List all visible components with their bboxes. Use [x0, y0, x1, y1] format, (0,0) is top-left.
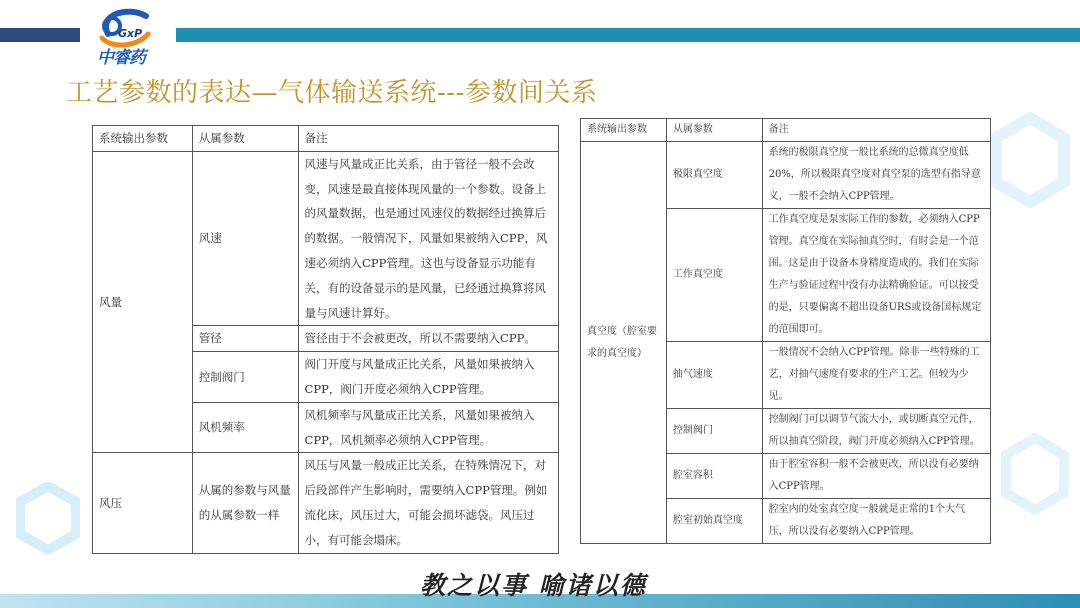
header-sub-param: 从属参数: [192, 126, 298, 152]
note-cell: 阀门开度与风量成正比关系，风量如果被纳入CPP，阀门开度必须纳入CPP管理。: [298, 352, 558, 403]
sub-param-cell: 腔室初始真空度: [666, 499, 762, 544]
sub-param-cell: 从属的参数与风量的从属参数一样: [192, 453, 298, 553]
sub-param-cell: 极限真空度: [666, 142, 762, 209]
header-note: 备注: [762, 119, 990, 142]
table-header-row: [93, 126, 559, 152]
sub-param-cell: 腔室容积: [666, 454, 762, 499]
air-volume-parameter-table: [92, 125, 559, 554]
table-row: [93, 453, 559, 553]
header-output-param: 系统输出参数: [581, 119, 667, 142]
note-cell: 系统的极限真空度一般比系统的总微真空度低20%，所以极限真空度对真空泵的选型有指导意义，一般不会纳入CPP管理。: [762, 142, 990, 209]
note-cell: 风压与风量一般成正比关系，在特殊情况下，对后段部件产生影响时，需要纳入CPP管理。例如流化床，风压过大，可能会损坏滤袋。风压过小，有可能会塌床。: [298, 453, 558, 553]
table-row: [581, 142, 991, 209]
note-cell: 风机频率与风量成正比关系，风量如果被纳入CPP，风机频率必须纳入CPP管理。: [298, 402, 558, 453]
vacuum-parameter-table: [580, 118, 991, 544]
sub-param-cell: 控制阀门: [192, 352, 298, 403]
output-param-cell: 风量: [93, 151, 193, 453]
output-param-cell: 风压: [93, 453, 193, 553]
note-cell: 由于腔室容积一般不会被更改，所以没有必要纳入CPP管理。: [762, 454, 990, 499]
footer-slogan: 教之以事 喻诸以德: [420, 571, 647, 600]
header-output-param: 系统输出参数: [93, 126, 193, 152]
page-title: 工艺参数的表达—气体输送系统---参数间关系: [66, 78, 598, 108]
hexagon-decoration-right: [990, 112, 1070, 208]
table-header-row: [581, 119, 991, 142]
header-bar-right: [176, 28, 1080, 42]
sub-param-cell: 抽气速度: [666, 342, 762, 409]
note-cell: 一般情况不会纳入CPP管理。除非一些特殊的工艺，对抽气速度有要求的生产工艺。但较为少见。: [762, 342, 990, 409]
header-sub-param: 从属参数: [666, 119, 762, 142]
sub-param-cell: 风机频率: [192, 402, 298, 453]
header-note: 备注: [298, 126, 558, 152]
note-cell: 腔室内的处室真空度一般就是正常的1个大气压，所以没有必要纳入CPP管理。: [762, 499, 990, 544]
note-cell: 控制阀门可以调节气流大小，或切断真空元件，所以抽真空阶段，阀门开度必须纳入CPP管理。: [762, 409, 990, 454]
header-bar-left: [0, 28, 80, 42]
logo-chinese-text: 中睿药: [97, 48, 145, 68]
note-cell: 管径由于不会被更改，所以不需要纳入CPP。: [298, 326, 558, 352]
note-cell: 工作真空度是泵实际工作的参数，必须纳入CPP管理。真空度在实际抽真空时，有时会是一个范围。这是由于设备本身精度造成的。我们在实际生产与验证过程中没有办法精确验证。可以接受的是，只要偏离不超出设备URS或设备国标规定的范围即可。: [762, 209, 990, 342]
sub-param-cell: 管径: [192, 326, 298, 352]
logo-gxp-text: GxP: [118, 27, 143, 40]
sub-param-cell: 风速: [192, 151, 298, 326]
note-cell: 风速与风量成正比关系，由于管径一般不会改变，风速是最直接体现风量的一个参数。设备上的风量数据，也是通过风速仪的数据经过换算后的数据。一般情况下，风量如果被纳入CPP，风速必须纳入CPP管理。这也与设备显示功能有关，有的设备显示的是风量，已经通过换算将风量与风速计算好。: [298, 151, 558, 326]
sub-param-cell: 控制阀门: [666, 409, 762, 454]
sub-param-cell: 工作真空度: [666, 209, 762, 342]
table-row: [93, 151, 559, 326]
hexagon-decoration-right-lower: [1000, 432, 1070, 516]
hexagon-decoration-left: [16, 482, 80, 554]
output-param-cell: 真空度（腔室要求的真空度）: [581, 142, 667, 544]
